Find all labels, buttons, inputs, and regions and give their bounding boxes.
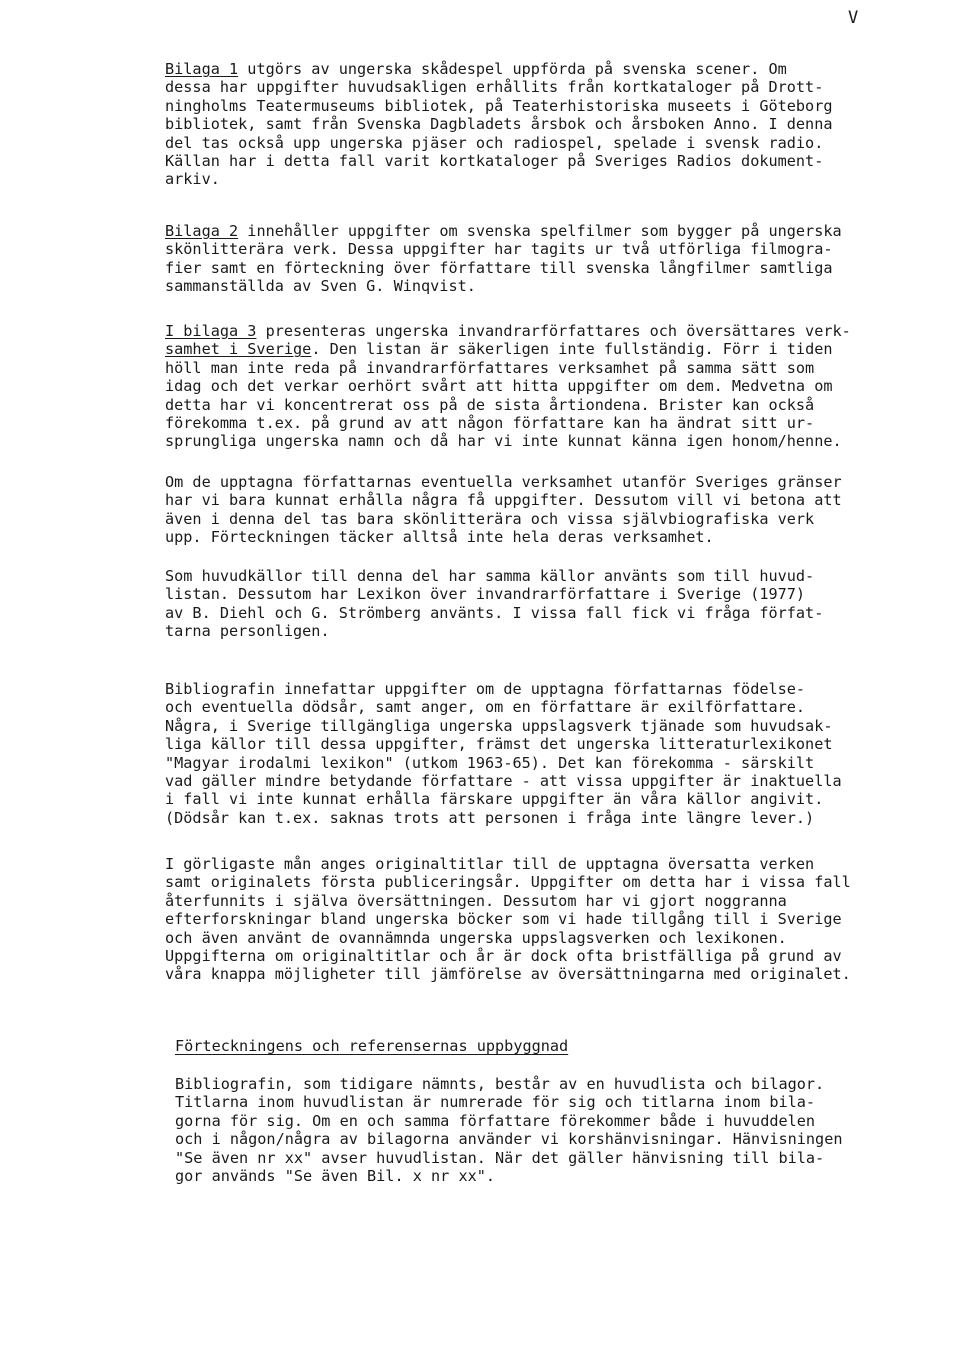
text-line: Källan har i detta fall varit kortkataloger på Sveriges Radios dokument- bbox=[165, 151, 824, 170]
section-heading: Förteckningens och referensernas uppbyggnad bbox=[175, 1037, 569, 1055]
text-line: bibliotek, samt från Svenska Dagbladets årsbok och årsboken Anno. I denna bbox=[165, 115, 833, 134]
text-line bbox=[165, 222, 925, 240]
text-line: Titlarna inom huvudlistan är numrerade för sig och titlarna inom bila- bbox=[175, 1093, 816, 1112]
text-line: arkiv. bbox=[165, 170, 220, 189]
paragraph-originaltitlar bbox=[165, 855, 925, 984]
paragraph-bilaga-2 bbox=[165, 222, 925, 296]
text-line: Som huvudkällor till denna del har samma källor använts som till huvud- bbox=[165, 567, 815, 585]
text-span: . Den listan är säkerligen inte fullständig. Förr i tiden bbox=[311, 340, 833, 359]
text-line: Om de upptagna författarnas eventuella verksamhet utanför Sveriges gränser bbox=[165, 473, 842, 491]
paragraph-uppbyggnad bbox=[175, 1075, 935, 1185]
text-line: upp. Förteckningen täcker alltså inte hela deras verksamhet. bbox=[165, 528, 714, 547]
text-line: listan. Dessutom har Lexikon över invandrarförfattare i Sverige (1977) bbox=[165, 585, 806, 604]
paragraph-bilaga-3 bbox=[165, 322, 925, 451]
page-number: V bbox=[848, 8, 859, 28]
text-line: (Dödsår kan t.ex. saknas trots att personen i fråga inte längre lever.) bbox=[165, 808, 815, 827]
text-span: presenteras ungerska invandrarförfattares och översättares verk- bbox=[256, 322, 851, 340]
text-line: Några, i Sverige tillgängliga ungerska uppslagsverk tjänade som huvudsak- bbox=[165, 716, 833, 735]
text-line: har vi bara kunnat erhålla några få uppgifter. Dessutom vill vi betona att bbox=[165, 491, 842, 510]
text-line: I görligaste mån anges originaltitlar till de upptagna översatta verken bbox=[165, 855, 815, 873]
text-span: utgörs av ungerska skådespel uppförda på svenska scener. Om bbox=[238, 60, 787, 78]
text-line: i fall vi inte kunnat erhålla färskare uppgifter än våra källor angivit. bbox=[165, 790, 824, 809]
text-line: samt originalets första publiceringsår. Uppgifter om detta har i vissa fall bbox=[165, 873, 851, 892]
text-line: och i någon/några av bilagorna använder vi korshänvisningar. Hänvisningen bbox=[175, 1130, 843, 1149]
text-line: ningholms Teatermuseums bibliotek, på Teaterhistoriska museets i Göteborg bbox=[165, 96, 833, 115]
text-line: Uppgifterna om originaltitlar och år är dock ofta bristfälliga på grund av bbox=[165, 946, 842, 965]
paragraph-huvudkallor bbox=[165, 567, 925, 641]
text-line: och eventuella dödsår, samt anger, om en författare är exilförfattare. bbox=[165, 698, 806, 717]
text-line: efterforskningar bland ungerska böcker som vi hade tillgång till i Sverige bbox=[165, 910, 842, 929]
text-line: sprungliga ungerska namn och då har vi inte kunnat känna igen honom/henne. bbox=[165, 432, 842, 451]
text-line bbox=[165, 60, 925, 78]
text-line: Bibliografin, som tidigare nämnts, består av en huvudlista och bilagor. bbox=[175, 1075, 825, 1093]
text-line: vad gäller mindre betydande författare - att vissa uppgifter är inaktuella bbox=[165, 771, 842, 790]
text-line: höll man inte reda på invandrarförfattares verksamhet på samma sätt som bbox=[165, 358, 815, 377]
text-line: skönlitterära verk. Dessa uppgifter har tagits ur två utförliga filmogra- bbox=[165, 240, 833, 259]
text-line: "Magyar irodalmi lexikon" (utkom 1963-65). Det kan förekomma - särskilt bbox=[165, 753, 815, 772]
text-line: återfunnits i själva översättningen. Dessutom har vi gjort noggranna bbox=[165, 891, 787, 910]
bilaga-3-reference: I bilaga 3 bbox=[165, 322, 257, 340]
paragraph-bilaga-1 bbox=[165, 60, 925, 189]
text-line: dessa har uppgifter huvudsakligen erhållits från kortkataloger på Drott- bbox=[165, 78, 824, 97]
text-line: förekomma t.ex. på grund av att någon författare kan ha ändrat sitt ur- bbox=[165, 413, 815, 432]
text-line: gorna för sig. Om en och samma författare förekommer både i huvuddelen bbox=[175, 1111, 816, 1130]
text-line: fier samt en förteckning över författare till svenska långfilmer samtliga bbox=[165, 258, 833, 277]
bilaga-1-reference: Bilaga 1 bbox=[165, 60, 239, 78]
text-line: sammanställda av Sven G. Winqvist. bbox=[165, 277, 476, 296]
text-line: del tas också upp ungerska pjäser och radiospel, spelade i svensk radio. bbox=[165, 133, 824, 152]
text-line: och även använt de ovannämnda ungerska uppslagsverken och lexikonen. bbox=[165, 928, 787, 947]
samhet-i-sverige-reference: samhet i Sverige bbox=[165, 340, 312, 359]
text-line: Bibliografin innefattar uppgifter om de upptagna författarnas födelse- bbox=[165, 680, 806, 698]
paragraph-bibliografin bbox=[165, 680, 925, 827]
text-line: gor används "Se även Bil. x nr xx". bbox=[175, 1166, 496, 1185]
text-line: liga källor till dessa uppgifter, främst det ungerska litteraturlexikonet bbox=[165, 735, 833, 754]
text-line: idag och det verkar oerhört svårt att hitta uppgifter om dem. Medvetna om bbox=[165, 377, 833, 396]
bilaga-2-reference: Bilaga 2 bbox=[165, 222, 239, 240]
text-line: detta har vi koncentrerat oss på de sista årtiondena. Brister kan också bbox=[165, 395, 815, 414]
text-span: innehåller uppgifter om svenska spelfilmer som bygger på ungerska bbox=[238, 222, 842, 240]
text-line: "Se även nr xx" avser huvudlistan. När det gäller hänvisning till bila- bbox=[175, 1148, 825, 1167]
text-line bbox=[165, 340, 925, 358]
text-line bbox=[165, 322, 925, 340]
text-line: även i denna del tas bara skönlitterära och vissa självbiografiska verk bbox=[165, 509, 815, 528]
text-line: våra knappa möjligheter till jämförelse av översättningarna med originalet. bbox=[165, 965, 851, 984]
text-line: av B. Diehl och G. Strömberg använts. I vissa fall fick vi fråga förfat- bbox=[165, 603, 824, 622]
paragraph-verksamhet bbox=[165, 473, 925, 547]
text-line: tarna personligen. bbox=[165, 622, 330, 641]
